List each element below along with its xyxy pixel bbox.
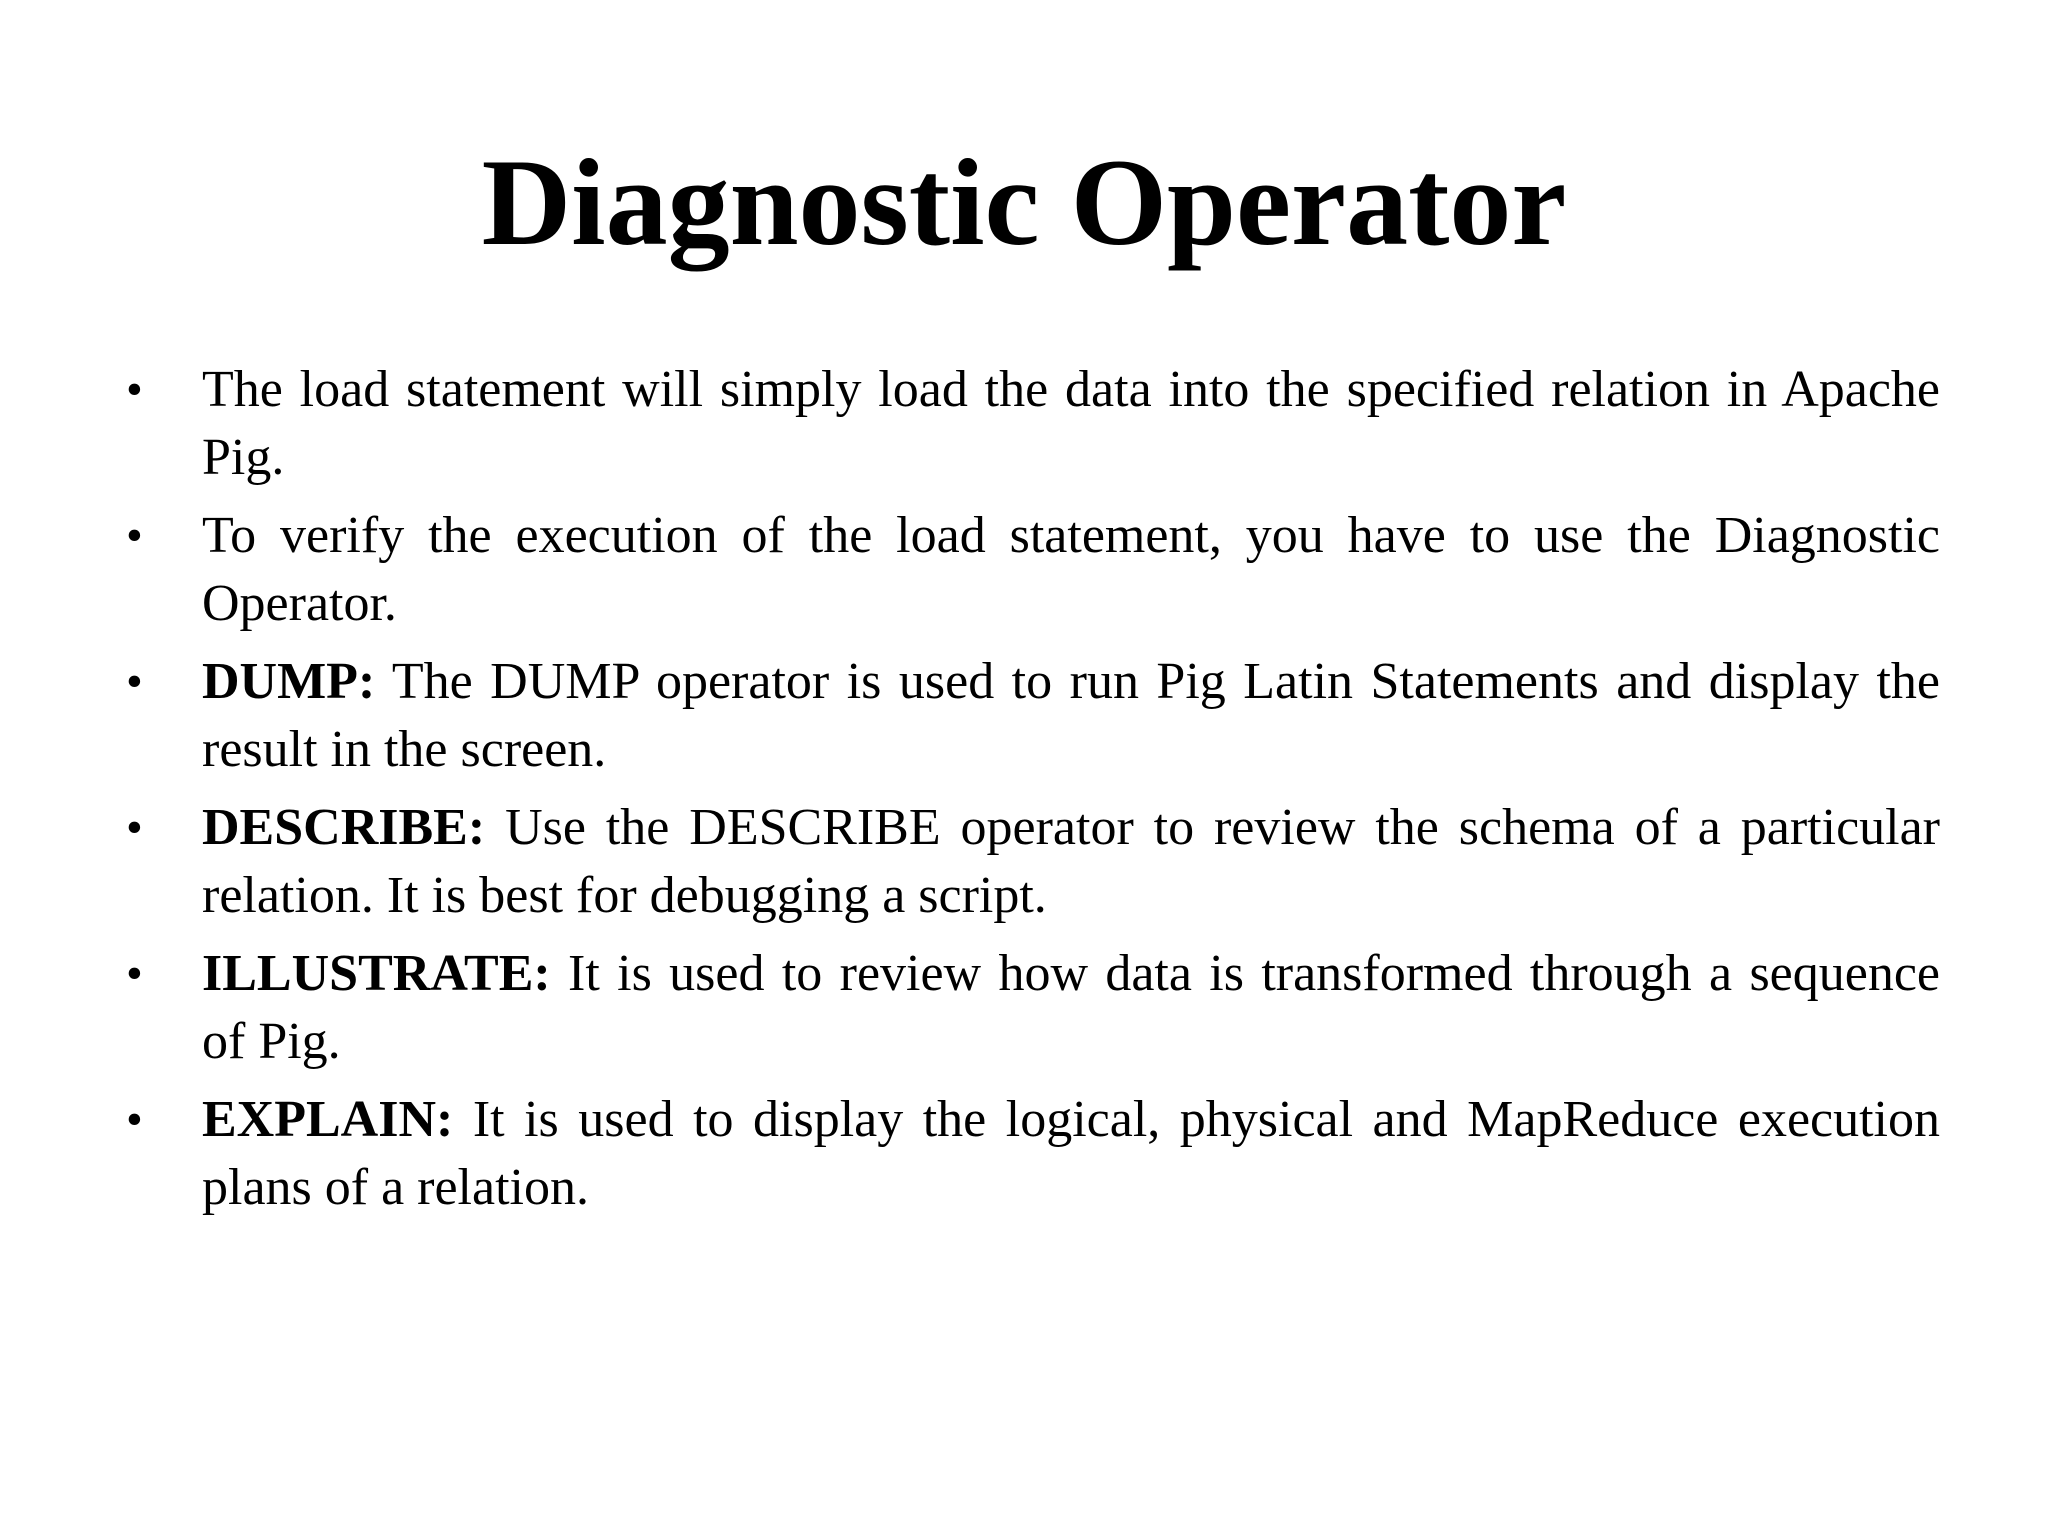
bullet-term: ILLUSTRATE: <box>202 945 551 1002</box>
bullet-item-load-statement <box>120 356 1940 492</box>
slide-title: Diagnostic Operator <box>481 134 1567 271</box>
bullet-dot-icon: • <box>126 801 143 854</box>
bullet-text: Use the DESCRIBE operator to review the schema of a particular relation. It is best for debugging a script. <box>202 799 1940 924</box>
bullet-list <box>120 356 1940 1232</box>
bullet-item-describe <box>120 794 1940 930</box>
bullet-text: It is used to display the logical, physical and MapReduce execution plans of a relation. <box>202 1091 1940 1216</box>
bullet-item-illustrate <box>120 940 1940 1076</box>
bullet-text: It is used to review how data is transformed through a sequence of Pig. <box>202 945 1940 1070</box>
bullet-dot-icon: • <box>126 947 143 1000</box>
bullet-dot-icon: • <box>126 363 143 416</box>
bullet-text: The load statement will simply load the data into the specified relation in Apache Pig. <box>202 361 1940 486</box>
bullet-text: To verify the execution of the load statement, you have to use the Diagnostic Operator. <box>202 507 1940 632</box>
bullet-item-dump <box>120 648 1940 784</box>
bullet-dot-icon: • <box>126 1093 143 1146</box>
bullet-item-verify-execution <box>120 502 1940 638</box>
bullet-text: The DUMP operator is used to run Pig Latin Statements and display the result in the screen. <box>202 653 1940 778</box>
bullet-term: DUMP: <box>202 653 376 710</box>
bullet-term: EXPLAIN: <box>202 1091 454 1148</box>
bullet-term: DESCRIBE: <box>202 799 486 856</box>
bullet-item-explain <box>120 1086 1940 1222</box>
bullet-dot-icon: • <box>126 509 143 562</box>
bullet-dot-icon: • <box>126 655 143 708</box>
